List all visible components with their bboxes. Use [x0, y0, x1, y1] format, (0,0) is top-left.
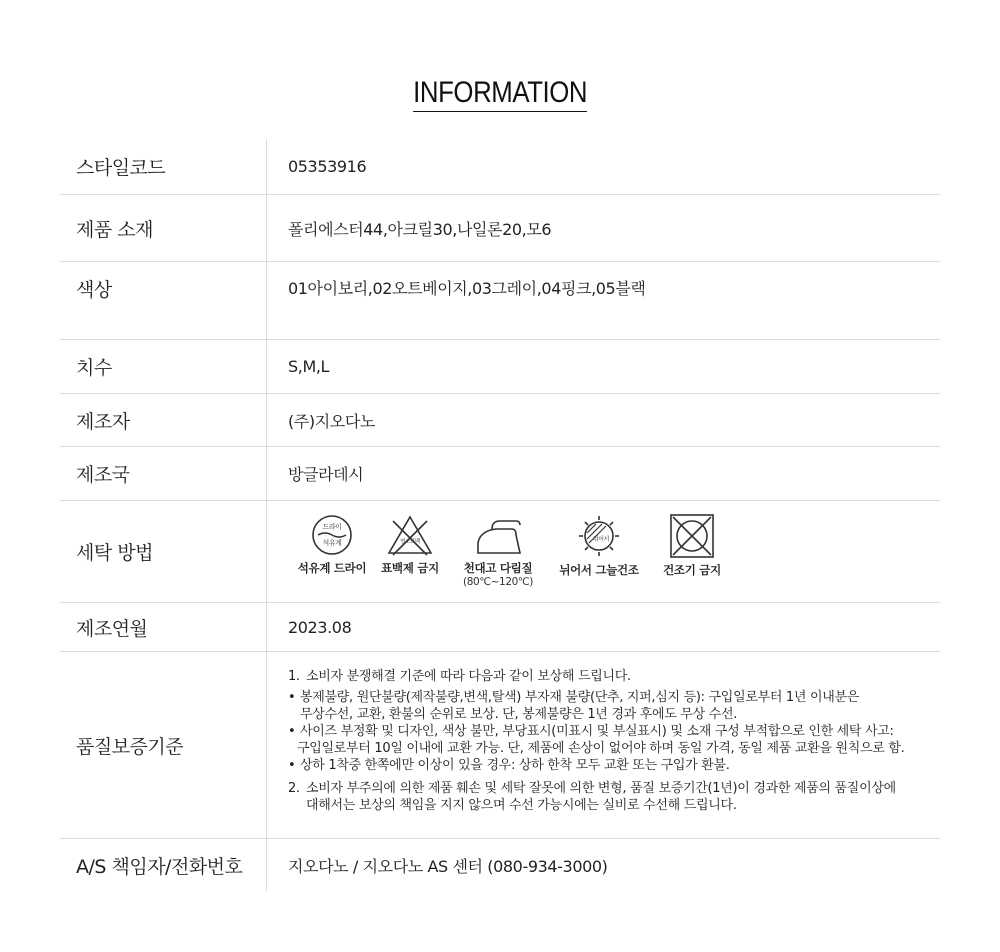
row-size — [60, 340, 940, 394]
quality-bullet-1 — [288, 689, 904, 706]
quality-item-1-number: 1. — [288, 669, 300, 684]
quality-item-1-text: 소비자 분쟁해결 기준에 따라 다음과 같이 보상해 드립니다. — [306, 669, 631, 684]
bullet-dot: • — [288, 758, 296, 773]
as-label: A/S 책임자/전화번호 — [60, 839, 267, 891]
row-color — [60, 262, 940, 340]
care-list — [291, 501, 727, 589]
row-style-code — [60, 139, 940, 195]
no-tumble-dry-caption: 건조기 금지 — [663, 563, 721, 577]
manufacturer-label: 제조자 — [60, 394, 267, 446]
quality-value — [267, 652, 940, 838]
quality-text — [288, 652, 904, 826]
quality-item-2-number: 2. — [288, 781, 300, 796]
dry-clean-bottom-text: 석유계 — [322, 539, 342, 547]
washing-label: 세탁 방법 — [60, 501, 267, 602]
dry-clean-caption: 석유계 드라이 — [297, 561, 367, 575]
row-manufacturer — [60, 394, 940, 447]
row-as — [60, 839, 940, 891]
date-value: 2023.08 — [288, 617, 352, 637]
material-value: 폴리에스터44,아크릴30,나일론20,모6 — [288, 219, 552, 239]
iron-caption: 천대고 다림질 — [463, 561, 533, 575]
as-value: 지오다노 / 지오다노 AS 센터 (080-934-3000) — [288, 856, 608, 876]
color-label: 색상 — [60, 262, 267, 339]
date-label: 제조연월 — [60, 603, 267, 651]
dry-clean-top-text: 드라이 — [322, 523, 342, 531]
quality-bullet-2 — [288, 723, 904, 740]
manufacturer-value: (주)지오다노 — [288, 411, 375, 431]
quality-bullet-2-line-2: 구입일로부터 10일 이내에 교환 가능. 단, 제품에 손상이 없어야 하며 동일 가격, 동일 제품 교환을 원칙으로 함. — [297, 741, 905, 756]
washing-value — [267, 501, 940, 602]
shade-dry-caption: 뉘어서 그늘건조 — [559, 563, 639, 577]
care-no-bleach — [373, 513, 447, 575]
quality-bullet-1-line-2: 무상수선, 교환, 환불의 순위로 보상. 단, 봉제불량은 1년 경과 후에도 무상 수선. — [300, 707, 738, 722]
row-quality — [60, 652, 940, 839]
size-value: S,M,L — [288, 357, 330, 376]
care-iron — [453, 513, 543, 589]
row-country — [60, 447, 940, 501]
quality-item-2 — [288, 780, 904, 797]
bullet-dot: • — [288, 724, 296, 739]
no-bleach-icon — [385, 513, 435, 557]
quality-label: 품질보증기준 — [60, 652, 267, 838]
row-date — [60, 603, 940, 652]
no-tumble-dry-icon — [669, 513, 715, 559]
quality-bullet-1-line-1: 봉제불량, 원단불량(제작불량,변색,탈색) 부자재 불량(단추, 지퍼,심지 등): 구입일로부터 1년 이내분은 — [300, 690, 860, 705]
care-dry-clean — [291, 513, 373, 575]
country-value: 방글라데시 — [288, 465, 364, 484]
quality-bullet-2-line-1: 사이즈 부정확 및 디자인, 색상 불만, 부당표시(미표시 및 부실표시) 및 소재 구성 부적합으로 인한 세탁 사고: — [300, 724, 894, 739]
row-washing — [60, 501, 940, 603]
style-code-value: 05353916 — [288, 157, 367, 176]
no-bleach-caption: 표백제 금지 — [381, 561, 439, 575]
shade-dry-text: 뉘어서 — [592, 536, 610, 543]
iron-temperature: (80℃~120℃) — [463, 576, 533, 588]
quality-item-1 — [288, 668, 904, 685]
bullet-dot: • — [288, 690, 296, 705]
care-no-tumble-dry — [657, 513, 727, 577]
quality-item-2-line-2: 대해서는 보상의 책임을 지지 않으며 수선 가능시에는 실비로 수선해 드립니다. — [306, 798, 737, 813]
size-label: 치수 — [60, 340, 267, 393]
dry-clean-icon — [310, 513, 354, 557]
no-bleach-text: 염소표백 — [400, 539, 420, 545]
page-title: INFORMATION — [413, 76, 587, 112]
country-label: 제조국 — [60, 447, 267, 500]
style-code-label: 스타일코드 — [60, 139, 267, 194]
care-shade-dry — [551, 513, 647, 577]
quality-bullet-3 — [288, 757, 904, 774]
iron-icon — [470, 513, 526, 557]
information-table — [60, 139, 940, 891]
material-label: 제품 소재 — [60, 195, 267, 261]
quality-bullet-3-text: 상하 1착중 한쪽에만 이상이 있을 경우: 상하 한착 모두 교환 또는 구입가 환불. — [300, 758, 730, 773]
color-value: 01아이보리,02오트베이지,03그레이,04핑크,05블랙 — [288, 279, 646, 298]
title-wrap — [0, 76, 1000, 112]
row-material — [60, 195, 940, 262]
shade-dry-icon — [576, 513, 622, 559]
quality-item-2-line-1: 소비자 부주의에 의한 제품 훼손 및 세탁 잘못에 의한 변형, 품질 보증기간(1년)이 경과한 제품의 품질이상에 — [306, 781, 896, 796]
